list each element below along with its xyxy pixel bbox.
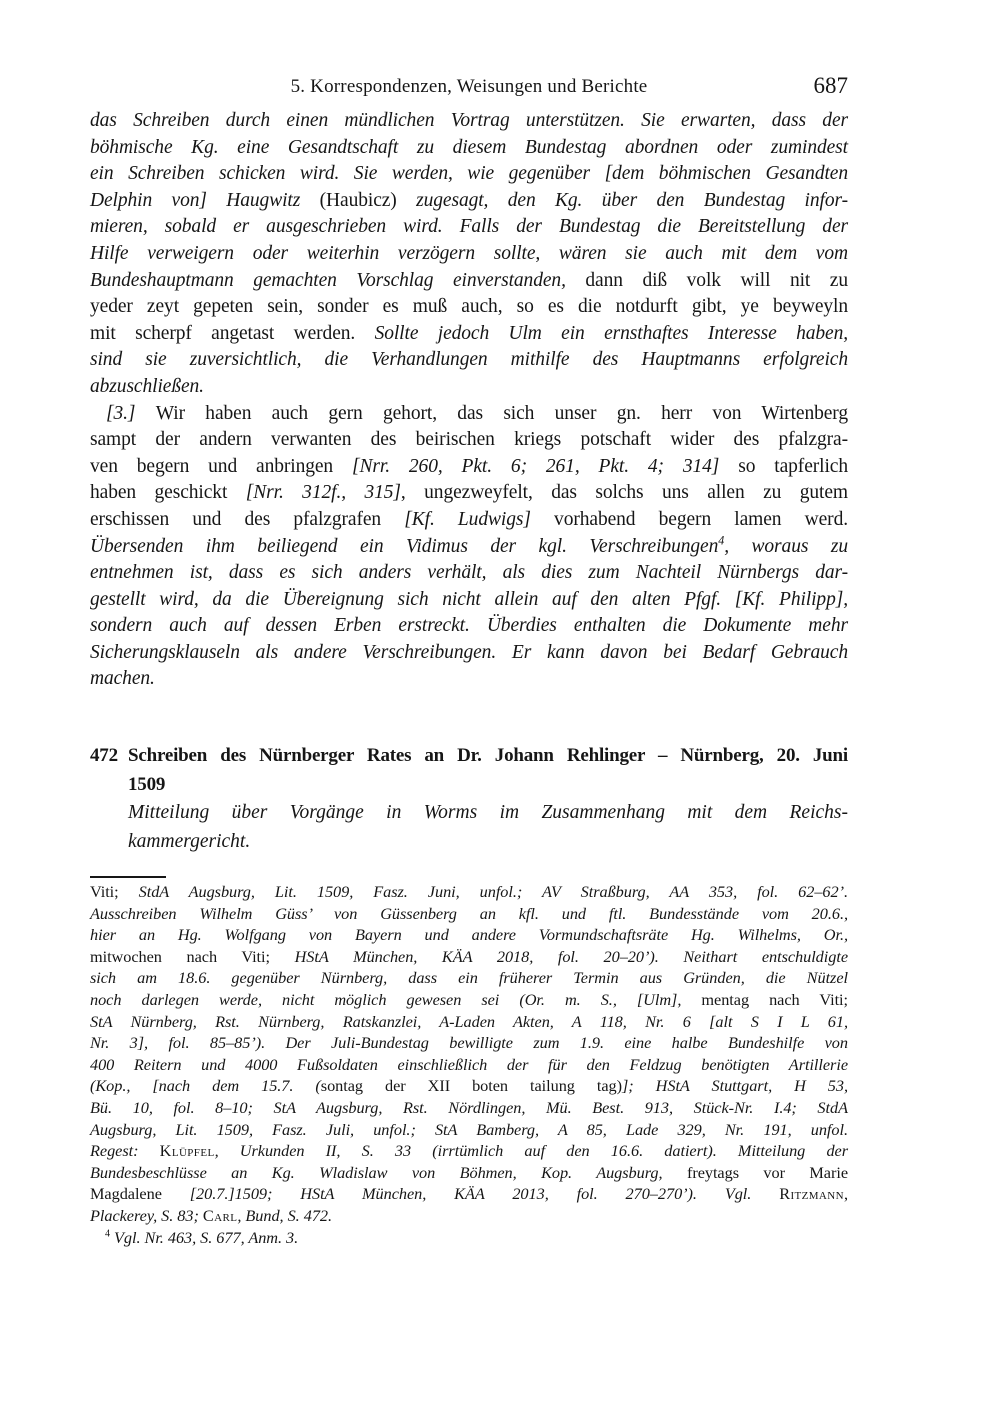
text-line: 400 Reitern und 4000 Fußsoldaten einschließlich der für den Feldzug benötigten Artillerie bbox=[90, 1054, 848, 1074]
text-line: Hilfe verweigern oder weiterhin verzögern sollte, wären sie auch mit dem vom bbox=[90, 242, 848, 264]
text-line: sind sie zuversichtlich, die Verhandlungen mithilfe des Hauptmanns erfolgreich bbox=[90, 349, 848, 371]
text-line: noch darlegen werde, nicht möglich gewesen sei (Or. m. S., [Ulm], mentag nach Viti; bbox=[90, 989, 848, 1009]
running-header-title: 5. Korrespondenzen, Weisungen und Berichte bbox=[290, 76, 648, 97]
text-line: Mitteilung über Vorgänge in Worms im Zusammenhang mit dem Reichs- bbox=[128, 802, 848, 823]
text-line: gestellt wird, da die Übereignung sich nicht allein auf den alten Pfgf. [Kf. Philipp], bbox=[90, 588, 848, 610]
text-line: ven begern und anbringen [Nrr. 260, Pkt. 6; 261, Pkt. 4; 314] so tapferlich bbox=[90, 455, 848, 477]
text-line: Delphin von] Haugwitz (Haubicz) zugesagt, den Kg. über den Bundestag infor- bbox=[90, 189, 848, 211]
text-line: entnehmen ist, dass es sich anders verhält, als dies zum Nachteil Nürnbergs dar- bbox=[90, 562, 848, 584]
text-line: StA Nürnberg, Rst. Nürnberg, Ratskanzlei, A-Laden Akten, A 118, Nr. 6 [alt S I L 61, bbox=[90, 1011, 848, 1031]
text-line: Plackerey, S. 83; Carl, Bund, S. 472. bbox=[90, 1205, 333, 1225]
running-header bbox=[90, 73, 848, 104]
page-number: 687 bbox=[813, 73, 848, 98]
text-line: (Kop., [nach dem 15.7. (sontag der XII boten tailung tag)]; HStA Stuttgart, H 53, bbox=[90, 1076, 848, 1096]
text-line: $^4$ Vgl. Nr. 463, S. 677, Anm. 3. bbox=[105, 1227, 299, 1247]
entry-number: 472 bbox=[90, 745, 118, 766]
footnote-separator-rule bbox=[90, 876, 166, 878]
text-line: 1509 bbox=[128, 773, 166, 795]
footnotes-block bbox=[90, 881, 848, 1248]
entry-heading bbox=[90, 742, 848, 799]
text-line: hier an Hg. Wolfgang von Bayern und andere Vormundschaftsräte Hg. Wilhelms, Or., bbox=[90, 925, 848, 945]
text-line: sich am 18.6. gegenüber Nürnberg, dass ein früherer Termin aus Gründen, die Nützel bbox=[90, 968, 848, 988]
text-line: mieren, sobald er ausgeschrieben wird. Falls der Bundestag die Bereitstellung der bbox=[90, 216, 848, 238]
text-line: Nr. 3], fol. 85–85’). Der Juli-Bundestag bewilligte zum 1.9. eine halbe Bundeshilfe von bbox=[90, 1033, 848, 1053]
text-line: das Schreiben durch einen mündlichen Vortrag unterstützen. Sie erwarten, dass der bbox=[90, 110, 848, 131]
text-line: mit scherpf angetast werden. Sollte jedoch Ulm ein ernsthaftes Interesse haben, bbox=[90, 322, 849, 344]
entry-title bbox=[128, 742, 848, 799]
text-line: Augsburg, Lit. 1509, Fasz. Juli, unfol.; StA Bamberg, A 85, Lade 329, Nr. 191, unfol. bbox=[90, 1119, 848, 1139]
text-line: Ausschreiben Wilhelm Güss’ von Güssenberg an kfl. und ftl. Bundesstände vom 20.6., bbox=[90, 903, 848, 923]
text-line: Sicherungsklauseln als andere Verschreibungen. Er kann davon bei Bedarf Gebrauch bbox=[90, 641, 848, 663]
text-line: sampt der andern verwanten des beirischen kriegs potschaft wider des pfalzgra- bbox=[90, 429, 848, 451]
text-line: Viti; StdA Augsburg, Lit. 1509, Fasz. Juni, unfol.; AV Straßburg, AA 353, fol. 62–62’. bbox=[90, 882, 848, 901]
apparatus-note bbox=[90, 881, 848, 1227]
text-line: Bundeshauptmann gemachten Vorschlag einverstanden, dann diß volk will nit zu bbox=[90, 269, 848, 291]
main-text-block bbox=[90, 108, 848, 693]
text-line: Bundesbeschlüsse an Kg. Wladislaw von Böhmen, Kop. Augsburg, freytags vor Marie bbox=[90, 1162, 848, 1182]
text-line: mitwochen nach Viti; HStA München, KÄA 2018, fol. 20–20’). Neithart entschuldigte bbox=[90, 946, 848, 966]
text-line: kammergericht. bbox=[128, 830, 251, 852]
text-line: Übersenden ihm beiliegend ein Vidimus der kgl. Verschreibungen$^4$, woraus zu bbox=[90, 533, 848, 557]
text-line: haben geschickt [Nrr. 312f., 315], ungezweyfelt, das solchs uns allen zu gutem bbox=[90, 482, 848, 504]
text-line: sondern auch auf dessen Erben erstreckt. Überdies enthalten die Dokumente mehr bbox=[90, 615, 848, 637]
text-line: machen. bbox=[90, 668, 155, 690]
text-line: Schreiben des Nürnberger Rates an Dr. Johann Rehlinger – Nürnberg, 20. Juni bbox=[128, 745, 848, 766]
text-line: yeder zeyt gepeten sein, sonder es muß auch, so es die notdurft gibt, ye beyweyln bbox=[90, 296, 848, 318]
text-line: erschissen und des pfalzgrafen [Kf. Ludwigs] vorhabend begern lamen werd. bbox=[90, 508, 849, 530]
footnote-4 bbox=[90, 1227, 848, 1249]
text-line: Magdalene [20.7.]1509; HStA München, KÄA 2013, fol. 270–270’). Vgl. Ritzmann, bbox=[90, 1184, 848, 1204]
text-line: Bü. 10, fol. 8–10; StA Augsburg, Rst. Nördlingen, Mü. Best. 913, Stück-Nr. I.4; StdA bbox=[90, 1097, 848, 1117]
entry-subtitle bbox=[128, 799, 848, 856]
text-line: böhmische Kg. eine Gesandtschaft zu diesem Bundestag abordnen oder zumindest bbox=[90, 136, 848, 158]
text-line: [3.] Wir haben auch gern gehort, das sich unser gn. herr von Wirtenberg bbox=[106, 402, 848, 424]
text-line: abzuschließen. bbox=[90, 375, 204, 397]
text-line: ein Schreiben schicken wird. Sie werden, wie gegenüber [dem böhmischen Gesandten bbox=[90, 163, 848, 185]
text-line: Regest: Klüpfel, Urkunden II, S. 33 (irrtümlich auf den 16.6. datiert). Mitteilung der bbox=[90, 1141, 849, 1161]
